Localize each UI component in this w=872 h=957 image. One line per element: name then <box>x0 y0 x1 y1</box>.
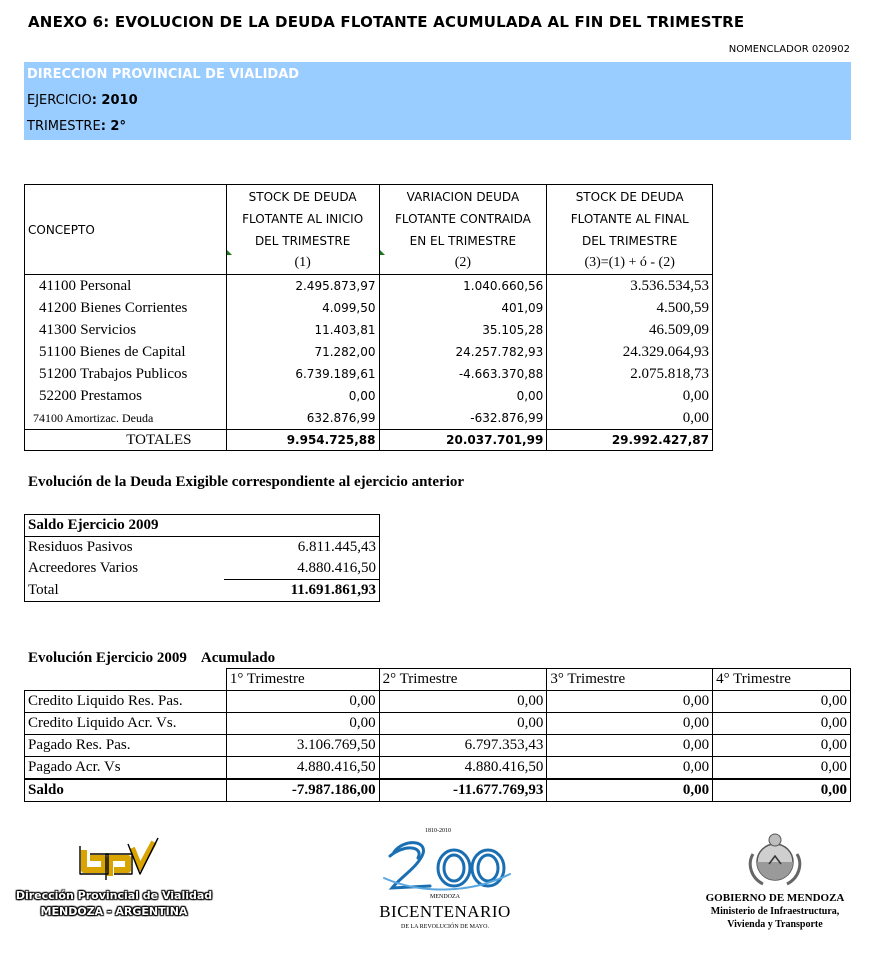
table-row <box>25 407 713 430</box>
saldo-row-value: 6.811.445,43 <box>224 537 380 559</box>
row-stock-final: 2.075.818,73 <box>547 363 713 385</box>
evolution-cell: 0,00 <box>713 713 851 735</box>
evolution-saldo-cell: 0,00 <box>547 779 713 802</box>
organization-name: DIRECCION PROVINCIAL DE VIALIDAD <box>27 67 300 82</box>
evolution-caption-acumulado: Acumulado <box>200 650 276 666</box>
row-stock-inicio: 2.495.873,97 <box>226 275 379 298</box>
organization-header <box>24 62 851 140</box>
table-row <box>25 297 713 319</box>
evolution-cell: 0,00 <box>547 735 713 757</box>
saldo-table <box>24 514 380 602</box>
bicentenario-word: BICENTENARIO <box>379 902 511 921</box>
evolution-cell: 0,00 <box>713 735 851 757</box>
evolution-saldo-cell: 0,00 <box>713 779 851 802</box>
evolution-header-empty <box>25 669 227 691</box>
saldo-title-row <box>25 515 380 537</box>
saldo-total-row <box>25 580 380 602</box>
nomenclador-code: NOMENCLADOR 020902 <box>728 44 850 55</box>
row-concept: 51200 Trabajos Publicos <box>25 363 227 385</box>
total-stock-final: 29.992.427,87 <box>547 430 713 451</box>
page-title <box>28 13 744 31</box>
title-rest: : EVOLUCION DE LA DEUDA FLOTANTE ACUMULADA AL FIN DEL TRIMESTRE <box>103 13 745 31</box>
row-variacion: 1.040.660,56 <box>379 275 547 298</box>
evolution-header-q1: 1° Trimestre <box>226 669 379 691</box>
dpv-logo <box>14 836 214 922</box>
row-stock-final: 4.500,59 <box>547 297 713 319</box>
evolution-row-label: Pagado Acr. Vs <box>25 757 227 780</box>
row-concept: 41100 Personal <box>25 275 227 298</box>
mendoza-coat-of-arms-icon <box>745 830 805 890</box>
row-variacion: -4.663.370,88 <box>379 363 547 385</box>
header-col3-line2: FLOTANTE AL FINAL <box>570 212 689 226</box>
trimestre-label: TRIMESTRE <box>27 119 101 134</box>
header-col1-formula: (1) <box>294 255 311 270</box>
evolution-saldo-cell: -7.987.186,00 <box>226 779 379 802</box>
table-row <box>25 363 713 385</box>
header-col1-line1: STOCK DE DEUDA <box>248 190 357 204</box>
title-prefix: ANEXO 6 <box>28 13 104 31</box>
evolution-cell: 3.106.769,50 <box>226 735 379 757</box>
evolution-caption-title: Evolución Ejercicio 2009 <box>28 650 187 666</box>
header-col3-formula: (3)=(1) + ó - (2) <box>584 255 675 270</box>
row-stock-inicio: 11.403,81 <box>226 319 379 341</box>
row-variacion: 24.257.782,93 <box>379 341 547 363</box>
ejercicio-value: : 2010 <box>91 93 138 108</box>
row-stock-inicio: 71.282,00 <box>226 341 379 363</box>
gobierno-ministerio-line2: Vivienda y Transporte <box>727 919 823 930</box>
trimestre-value: : 2° <box>100 119 126 134</box>
row-variacion: 0,00 <box>379 385 547 407</box>
header-col3 <box>547 185 713 275</box>
total-variacion: 20.037.701,99 <box>379 430 547 451</box>
row-stock-final: 0,00 <box>547 407 713 430</box>
evolution-cell: 6.797.353,43 <box>379 735 547 757</box>
evolution-cell: 0,00 <box>226 691 379 713</box>
cell-comment-marker <box>227 250 232 255</box>
evolution-cell: 0,00 <box>547 691 713 713</box>
evolution-header-row <box>25 669 851 691</box>
evolution-saldo-row <box>25 779 851 802</box>
cell-comment-marker <box>380 250 385 255</box>
evolution-row-label: Credito Liquido Res. Pas. <box>25 691 227 713</box>
gobierno-ministerio-line1: Ministerio de Infraestructura, <box>710 906 840 917</box>
evolution-header-q4: 4° Trimestre <box>713 669 851 691</box>
evolution-table <box>24 668 851 802</box>
totals-label: TOTALES <box>25 430 227 451</box>
header-col3-line1: STOCK DE DEUDA <box>575 190 684 204</box>
evolution-header-q2: 2° Trimestre <box>379 669 547 691</box>
evolution-cell: 4.880.416,50 <box>379 757 547 780</box>
table-row <box>25 341 713 363</box>
evolution-cell: 0,00 <box>547 757 713 780</box>
dpv-emblem-icon <box>14 836 214 886</box>
header-col2-formula: (2) <box>454 255 472 270</box>
dpv-name <box>14 888 214 920</box>
header-col2-line1: VARIACION DEUDA <box>406 190 520 204</box>
row-stock-final: 46.509,09 <box>547 319 713 341</box>
table-header-row <box>25 185 713 275</box>
dpv-name-line1: Dirección Provincial de Vialidad <box>15 889 213 902</box>
evolution-cell: 4.880.416,50 <box>226 757 379 780</box>
header-col3-line3: DEL TRIMESTRE <box>581 234 678 248</box>
header-col1-line3: DEL TRIMESTRE <box>254 234 351 248</box>
table-row <box>25 385 713 407</box>
evolution-cell: 0,00 <box>379 713 547 735</box>
evolution-row-label: Credito Liquido Acr. Vs. <box>25 713 227 735</box>
evolution-cell: 0,00 <box>713 757 851 780</box>
table-row <box>25 757 851 780</box>
dpv-name-line2: MENDOZA - ARGENTINA <box>40 905 188 918</box>
table-row <box>25 319 713 341</box>
floating-debt-table <box>24 184 713 451</box>
evolution-saldo-label: Saldo <box>25 779 227 802</box>
table-row <box>25 558 380 580</box>
header-col2-line2: FLOTANTE CONTRAIDA <box>394 212 531 226</box>
table-row <box>25 275 713 298</box>
table-row <box>25 691 851 713</box>
evolution-cell: 0,00 <box>713 691 851 713</box>
evolution-cell: 0,00 <box>379 691 547 713</box>
section-title: Evolución de la Deuda Exigible correspondiente al ejercicio anterior <box>28 474 465 490</box>
gobierno-title: GOBIERNO DE MENDOZA <box>705 892 845 904</box>
evolution-cell: 0,00 <box>226 713 379 735</box>
saldo-row-label: Residuos Pasivos <box>25 537 224 559</box>
row-concept: 52200 Prestamos <box>25 385 227 407</box>
row-concept: 51100 Bienes de Capital <box>25 341 227 363</box>
totals-row <box>25 430 713 451</box>
saldo-row-label: Acreedores Varios <box>25 558 224 580</box>
bicentenario-200-icon <box>370 834 520 896</box>
header-col2 <box>379 185 547 275</box>
trimestre-line <box>27 119 126 134</box>
evolution-cell: 0,00 <box>547 713 713 735</box>
header-concepto: CONCEPTO <box>25 185 227 275</box>
header-col1 <box>226 185 379 275</box>
gobierno-mendoza-logo <box>690 830 860 930</box>
row-concept: 41200 Bienes Corrientes <box>25 297 227 319</box>
saldo-title: Saldo Ejercicio 2009 <box>25 515 380 537</box>
row-stock-inicio: 6.739.189,61 <box>226 363 379 385</box>
saldo-total-value: 11.691.861,93 <box>224 580 380 602</box>
row-concept: 41300 Servicios <box>25 319 227 341</box>
total-stock-inicio: 9.954.725,88 <box>226 430 379 451</box>
row-variacion: -632.876,99 <box>379 407 547 430</box>
table-row <box>25 537 380 559</box>
bicentenario-logo <box>370 826 520 938</box>
evolution-saldo-cell: -11.677.769,93 <box>379 779 547 802</box>
row-stock-inicio: 0,00 <box>226 385 379 407</box>
row-stock-final: 0,00 <box>547 385 713 407</box>
bicentenario-years: 1810-2010 <box>425 828 451 834</box>
row-stock-inicio: 4.099,50 <box>226 297 379 319</box>
table-row <box>25 735 851 757</box>
row-stock-final: 3.536.534,53 <box>547 275 713 298</box>
row-stock-final: 24.329.064,93 <box>547 341 713 363</box>
saldo-total-label: Total <box>25 580 224 602</box>
ejercicio-line <box>27 93 138 108</box>
table-row <box>25 713 851 735</box>
row-stock-inicio: 632.876,99 <box>226 407 379 430</box>
saldo-row-value: 4.880.416,50 <box>224 558 380 580</box>
row-variacion: 35.105,28 <box>379 319 547 341</box>
header-col1-line2: FLOTANTE AL INICIO <box>242 212 364 226</box>
evolution-row-label: Pagado Res. Pas. <box>25 735 227 757</box>
row-concept: 74100 Amortizac. Deuda <box>25 407 227 430</box>
evolution-caption <box>28 650 275 667</box>
bicentenario-mendoza: MENDOZA <box>430 894 460 900</box>
ejercicio-label: EJERCICIO <box>27 93 92 108</box>
bicentenario-subtitle: DE LA REVOLUCIÓN DE MAYO. <box>401 924 489 930</box>
row-variacion: 401,09 <box>379 297 547 319</box>
evolution-header-q3: 3° Trimestre <box>547 669 713 691</box>
header-col2-line3: EN EL TRIMESTRE <box>409 234 517 248</box>
